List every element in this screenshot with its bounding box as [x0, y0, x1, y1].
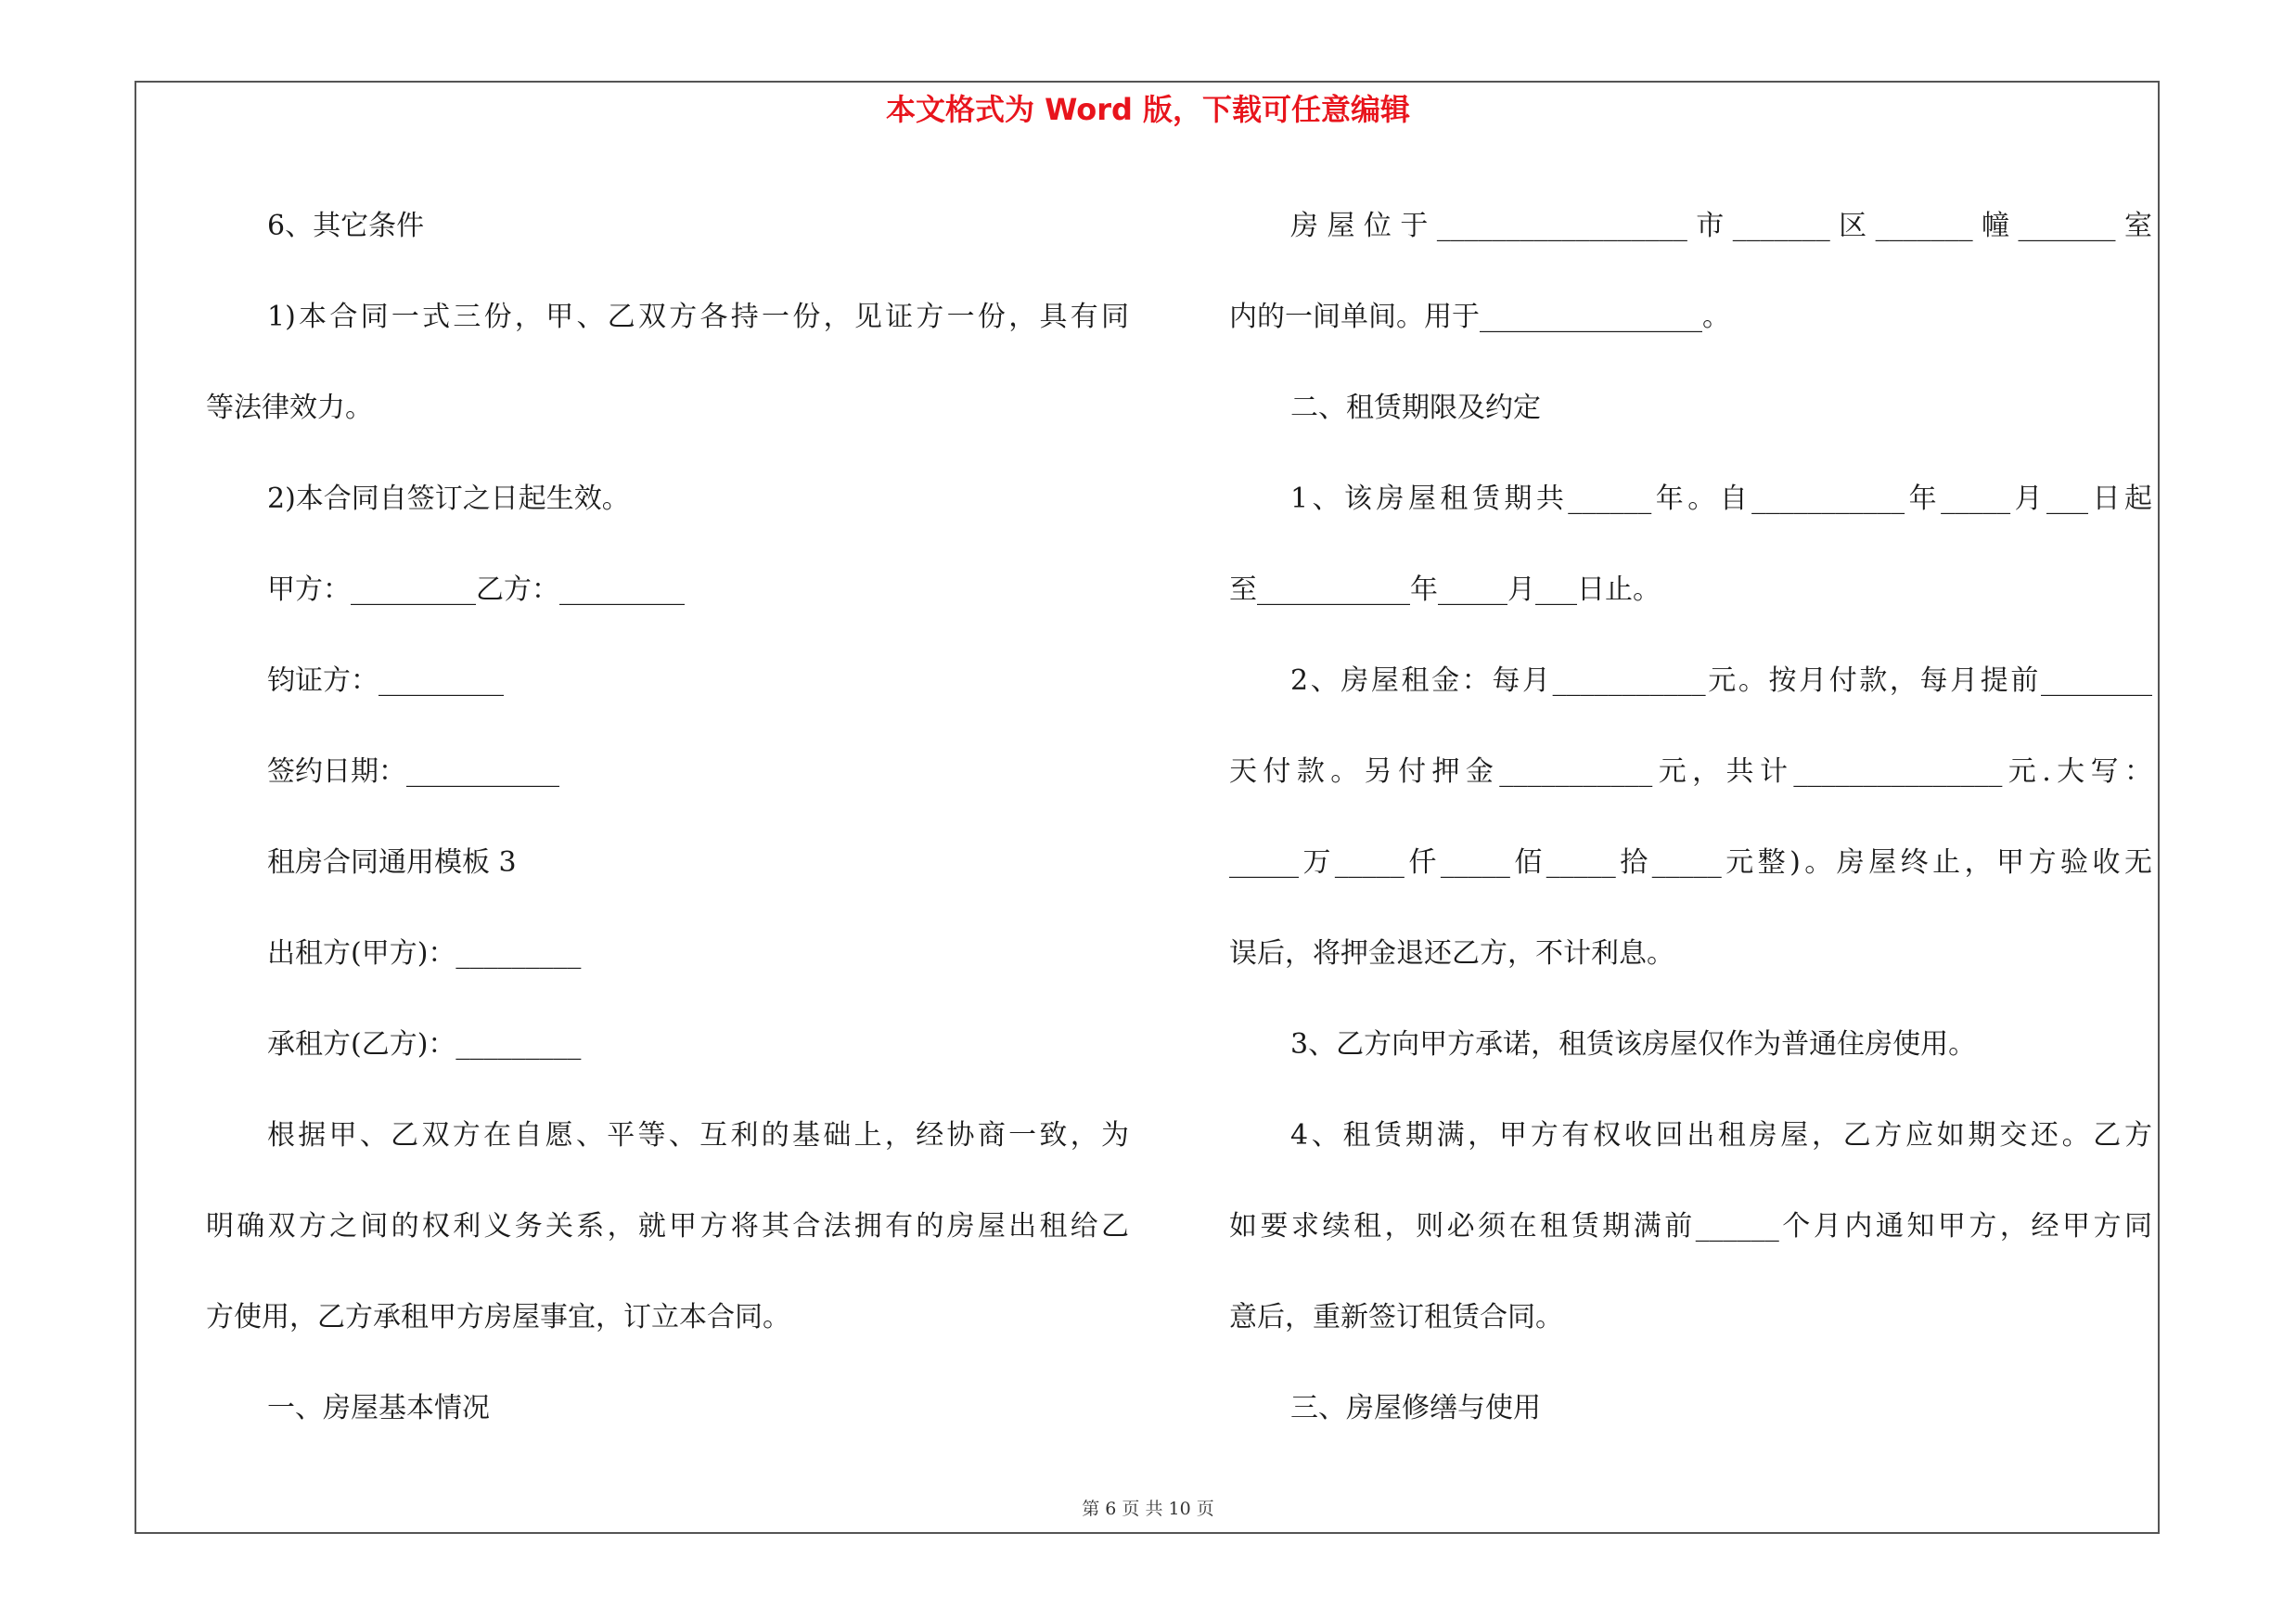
left-line-4: 2)本合同自签订之日起生效。 — [267, 483, 630, 515]
right-line-13: 意后，重新签订租赁合同。 — [1229, 1301, 1563, 1333]
right-line-14: 三、房屋修缮与使用 — [1290, 1392, 1541, 1424]
left-line-14: 一、房屋基本情况 — [267, 1392, 490, 1424]
left-line-13: 方使用，乙方承租甲方房屋事宜，订立本合同。 — [206, 1301, 790, 1333]
left-line-7: 签约日期：___________ — [267, 755, 559, 788]
left-line-11: 根据甲、乙双方在自愿、平等、互利的基础上，经协商一致，为 — [267, 1119, 1129, 1152]
right-line-12: 如要求续租，则必须在租赁期满前______个月内通知甲方，经甲方同 — [1229, 1210, 2152, 1243]
format-banner: 本文格式为 Word 版，下载可任意编辑 — [885, 92, 1411, 127]
left-line-1: 6、其它条件 — [267, 210, 425, 242]
left-line-5: 甲方：_________乙方：_________ — [267, 573, 685, 606]
left-line-3: 等法律效力。 — [206, 392, 373, 424]
left-column — [206, 181, 1129, 1454]
left-line-2: 1)本合同一式三份，甲、乙双方各持一份，见证方一份，具有同 — [267, 301, 1129, 333]
right-line-9: 误后，将押金退还乙方，不计利息。 — [1229, 937, 1674, 970]
right-line-6: 2、房屋租金：每月___________元。按月付款，每月提前________ — [1290, 664, 2152, 697]
left-line-10: 承租方(乙方)：_________ — [267, 1028, 582, 1061]
left-line-9: 出租方(甲方)：_________ — [267, 937, 582, 970]
right-line-2: 内的一间单间。用于________________。 — [1229, 301, 1730, 333]
left-line-6: 钧证方：_________ — [267, 664, 504, 697]
right-line-5: 至___________年_____月___日止。 — [1229, 573, 1661, 606]
right-line-4: 1、该房屋租赁期共______年。自___________年_____月___日起 — [1290, 483, 2152, 515]
page-number: 第 6 页 共 10 页 — [1082, 1499, 1214, 1519]
right-line-3: 二、租赁期限及约定 — [1290, 392, 1541, 424]
right-column — [1229, 181, 2152, 1454]
left-line-12: 明确双方之间的权利义务关系，就甲方将其合法拥有的房屋出租给乙 — [206, 1210, 1129, 1243]
right-line-11: 4、租赁期满，甲方有权收回出租房屋，乙方应如期交还。乙方 — [1290, 1119, 2152, 1152]
left-line-8: 租房合同通用模板 3 — [267, 846, 517, 879]
right-line-1: 房屋位于__________________市_______区_______幢_______室 — [1290, 210, 2152, 242]
right-line-10: 3、乙方向甲方承诺，租赁该房屋仅作为普通住房使用。 — [1290, 1028, 1977, 1061]
right-line-8: _____万_____仟_____佰_____拾_____元整)。房屋终止，甲方验收无 — [1229, 846, 2152, 879]
right-line-7: 天付款。另付押金___________元，共计_______________元.大写： — [1229, 755, 2152, 788]
